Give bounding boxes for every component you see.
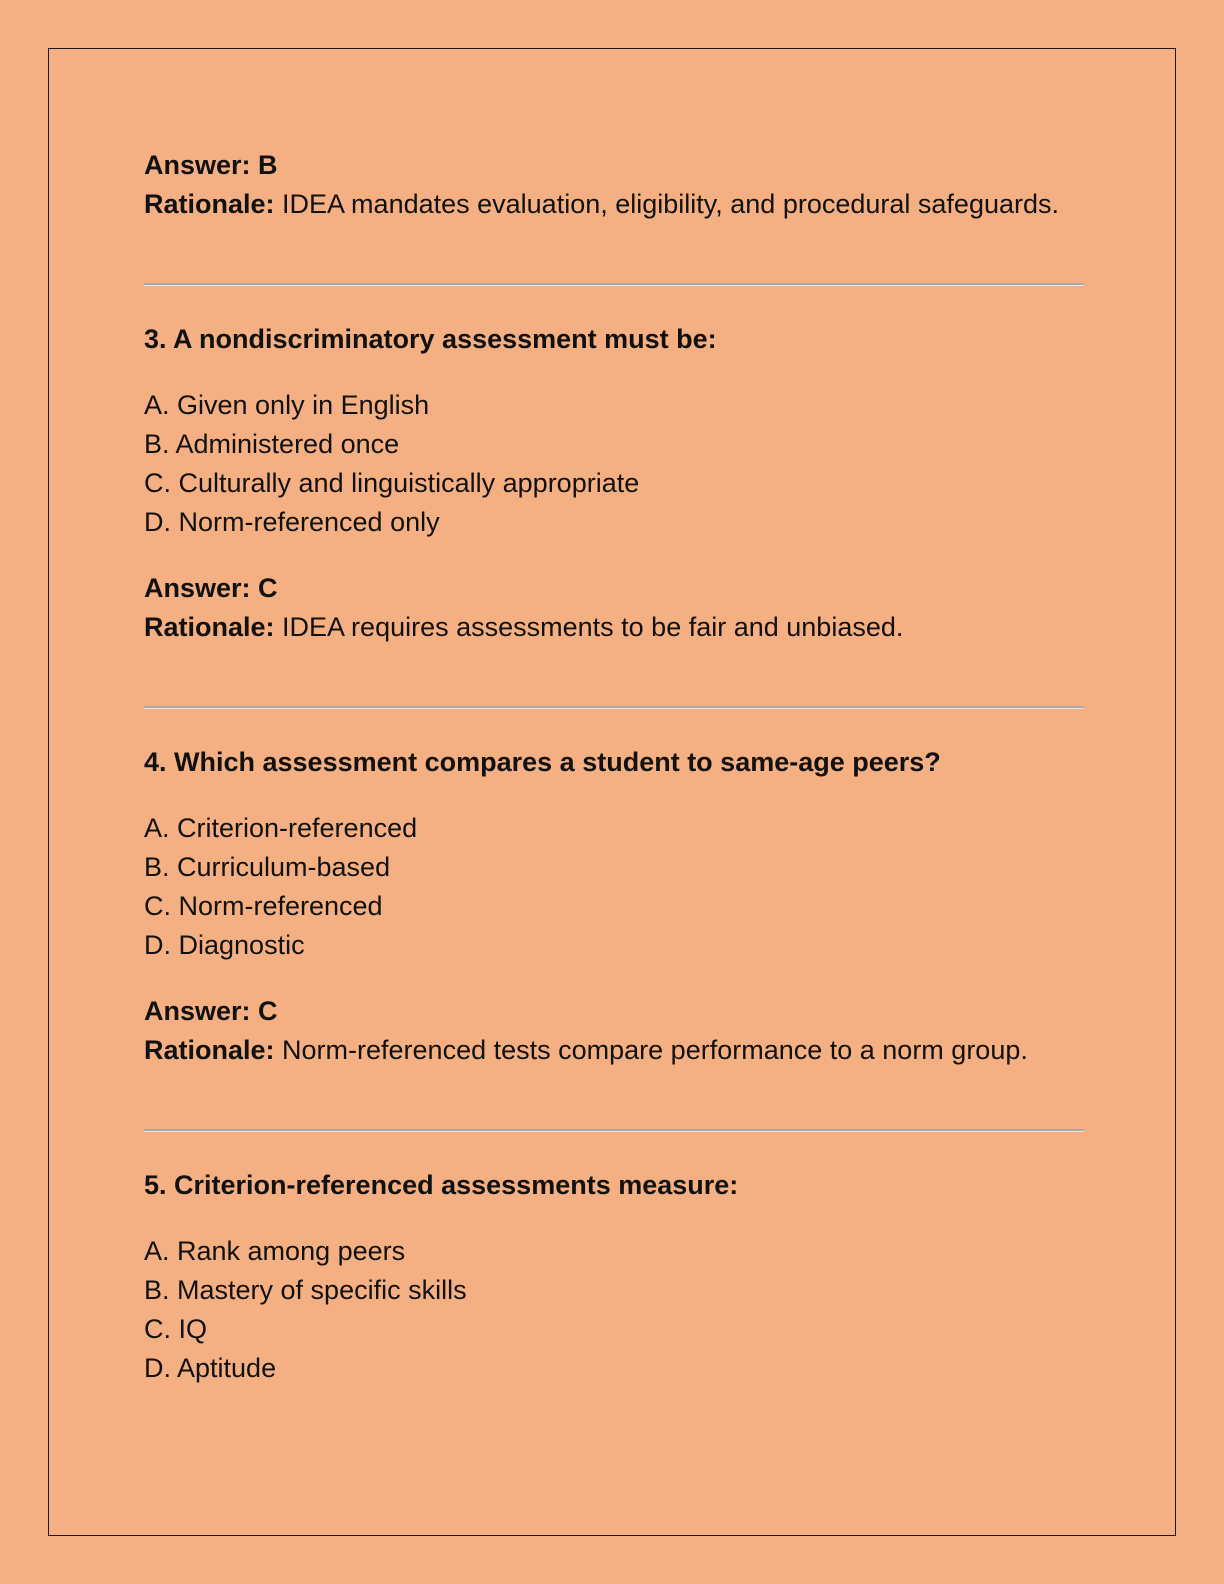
rationale-label: Rationale: bbox=[144, 1035, 275, 1065]
option-c: C. IQ bbox=[144, 1314, 208, 1344]
rationale bbox=[144, 1031, 1084, 1070]
option-b: B. Curriculum-based bbox=[144, 852, 391, 882]
options-list bbox=[144, 386, 1084, 542]
rationale-label: Rationale: bbox=[144, 612, 275, 642]
answer-block-prev bbox=[144, 146, 1084, 224]
question-text: 4. Which assessment compares a student to same-age peers? bbox=[144, 747, 941, 777]
rationale-label: Rationale: bbox=[144, 189, 275, 219]
question-block-3 bbox=[144, 320, 1084, 647]
options-list bbox=[144, 1232, 1084, 1388]
option-c: C. Culturally and linguistically appropriate bbox=[144, 468, 640, 498]
rationale bbox=[144, 608, 1084, 647]
document-body bbox=[144, 146, 1084, 1388]
rationale bbox=[144, 185, 1084, 224]
answer-label: Answer: C bbox=[144, 573, 278, 603]
option-c: C. Norm-referenced bbox=[144, 891, 383, 921]
option-b: B. Administered once bbox=[144, 429, 400, 459]
rationale-text: Norm-referenced tests compare performance to a norm group. bbox=[274, 1035, 1028, 1065]
answer-label: Answer: B bbox=[144, 150, 278, 180]
question-text: 5. Criterion-referenced assessments measure: bbox=[144, 1170, 739, 1200]
question-text: 3. A nondiscriminatory assessment must be: bbox=[144, 324, 717, 354]
answer-label: Answer: C bbox=[144, 996, 278, 1026]
options-list bbox=[144, 809, 1084, 965]
option-a: A. Given only in English bbox=[144, 390, 430, 420]
question-block-4 bbox=[144, 743, 1084, 1070]
option-a: A. Rank among peers bbox=[144, 1236, 406, 1266]
question-block-5 bbox=[144, 1166, 1084, 1388]
option-d: D. Diagnostic bbox=[144, 930, 305, 960]
option-b: B. Mastery of specific skills bbox=[144, 1275, 467, 1305]
rationale-text: IDEA requires assessments to be fair and unbiased. bbox=[274, 612, 904, 642]
rationale-text: IDEA mandates evaluation, eligibility, and procedural safeguards. bbox=[274, 189, 1059, 219]
option-d: D. Norm-referenced only bbox=[144, 507, 440, 537]
option-a: A. Criterion-referenced bbox=[144, 813, 418, 843]
option-d: D. Aptitude bbox=[144, 1353, 277, 1383]
